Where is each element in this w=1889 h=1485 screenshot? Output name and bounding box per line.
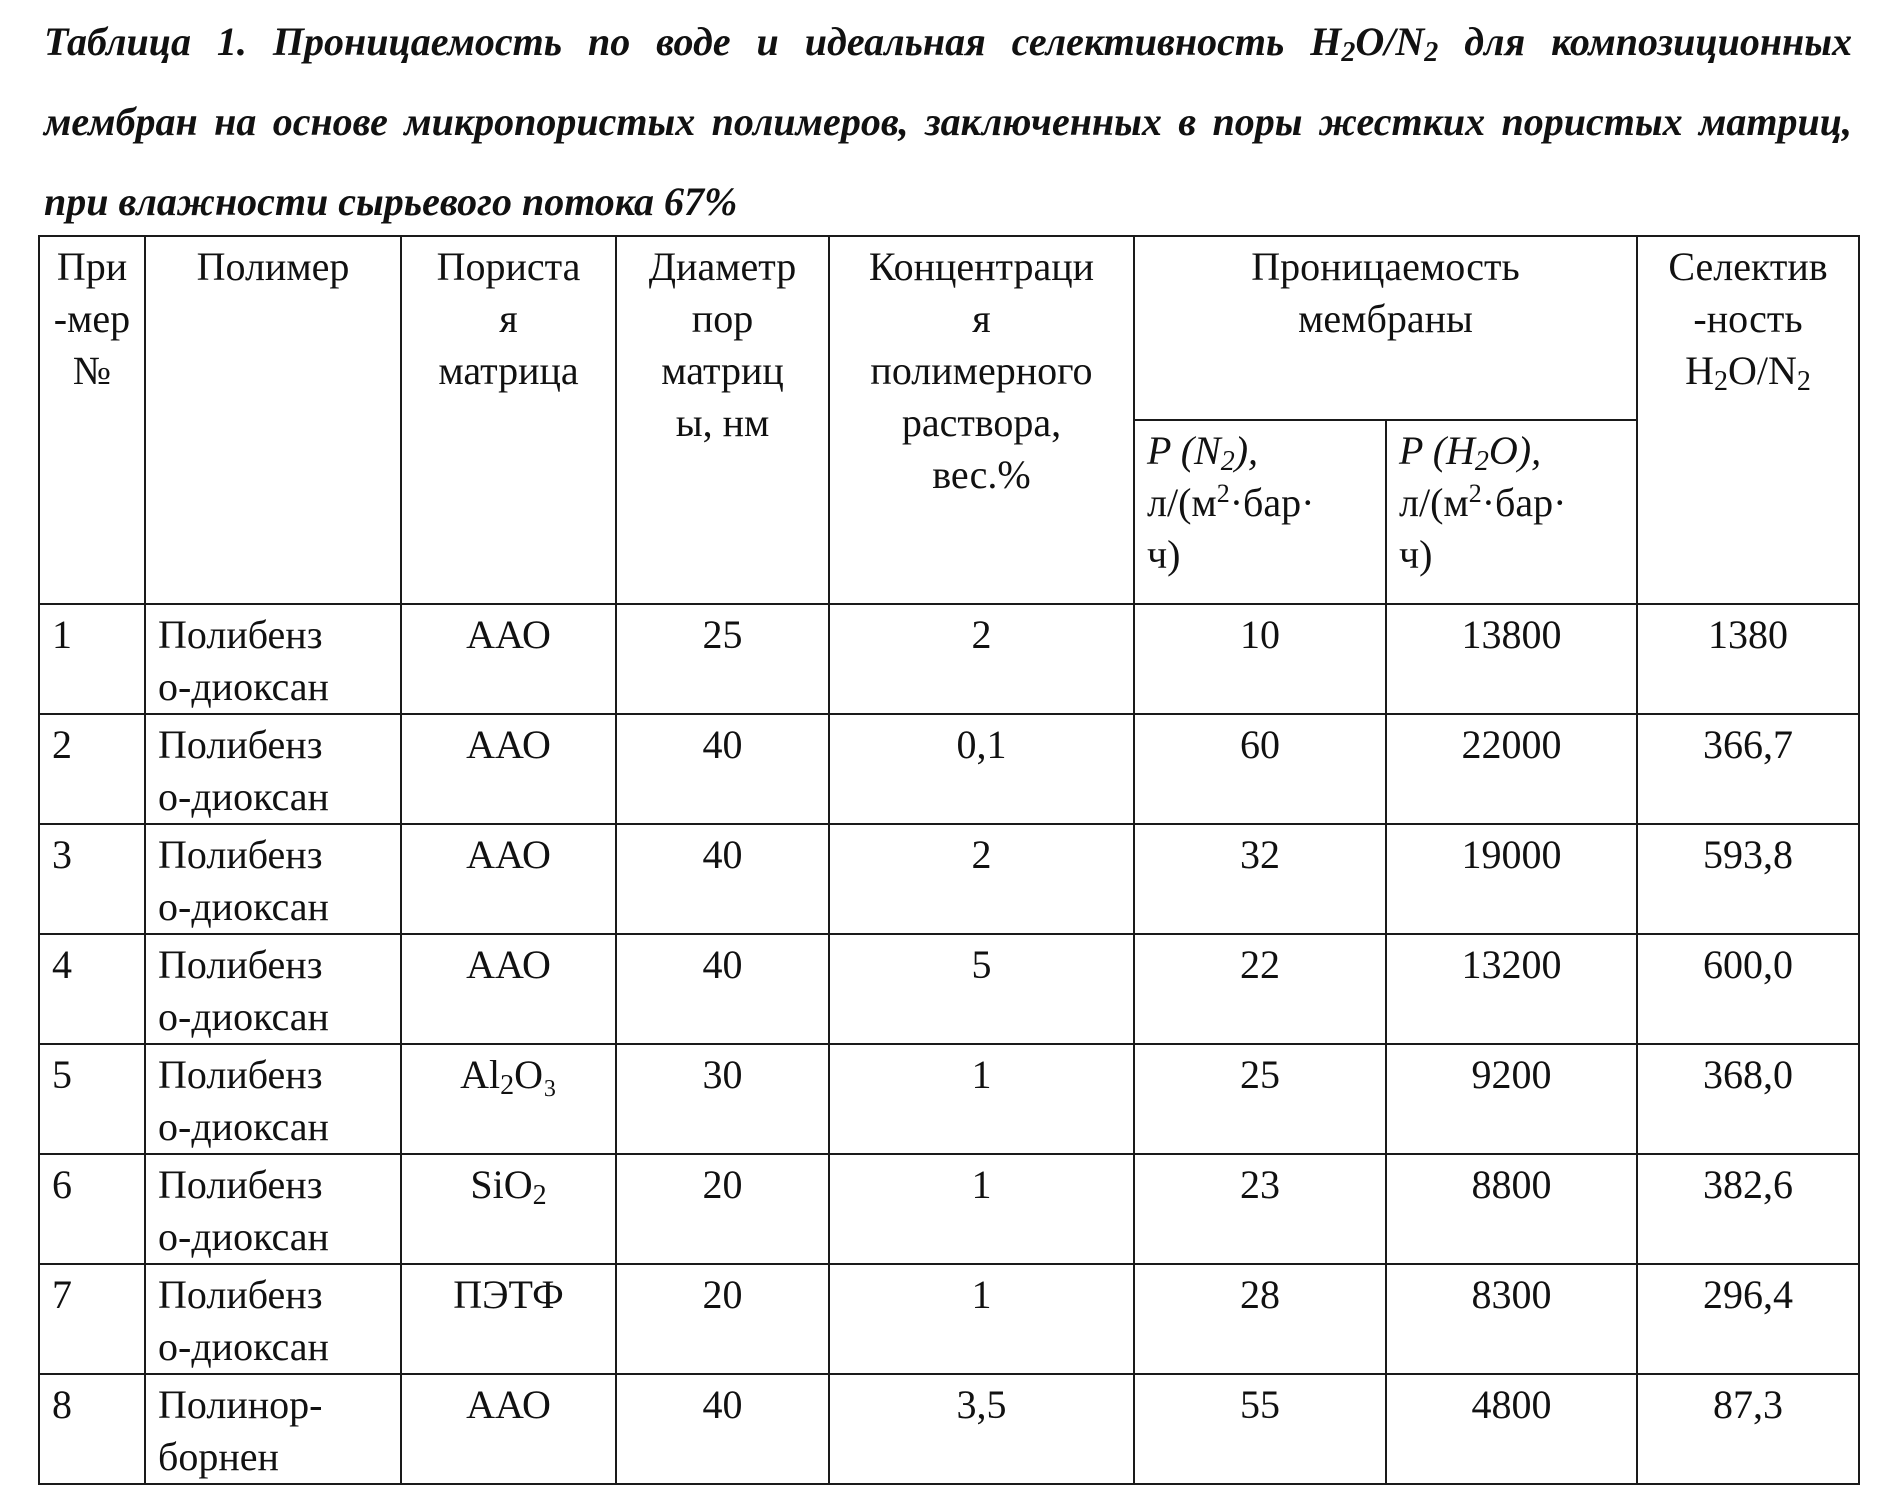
table-row (39, 1154, 1859, 1264)
table-row (39, 824, 1859, 934)
cell-concentration: 1 (829, 1264, 1134, 1374)
cell-matrix: ААО (401, 934, 616, 1044)
cell-matrix: ААО (401, 714, 616, 824)
cell-matrix: ПЭТФ (401, 1264, 616, 1374)
table-row (39, 1374, 1859, 1484)
cell-p-h2o: 13800 (1386, 604, 1637, 714)
cell-selectivity: 296,4 (1637, 1264, 1859, 1374)
cell-diameter: 20 (616, 1154, 829, 1264)
cell-p-n2: 28 (1134, 1264, 1386, 1374)
header-pore-diameter: Диаметр пор матриц ы, нм (616, 236, 829, 604)
cell-matrix: ААО (401, 1374, 616, 1484)
cell-p-n2: 60 (1134, 714, 1386, 824)
header-membrane-permeability: Проницаемость мембраны (1134, 236, 1637, 420)
cell-selectivity: 382,6 (1637, 1154, 1859, 1264)
header-polymer: Полимер (145, 236, 401, 604)
cell-selectivity: 1380 (1637, 604, 1859, 714)
table-row (39, 1264, 1859, 1374)
cell-selectivity: 87,3 (1637, 1374, 1859, 1484)
cell-concentration: 0,1 (829, 714, 1134, 824)
cell-matrix: SiO$_2$ (401, 1154, 616, 1264)
cell-selectivity: 600,0 (1637, 934, 1859, 1044)
cell-p-n2: 23 (1134, 1154, 1386, 1264)
cell-diameter: 40 (616, 714, 829, 824)
cell-p-n2: 32 (1134, 824, 1386, 934)
cell-p-n2: 25 (1134, 1044, 1386, 1154)
header-porous-matrix: Пориста я матрица (401, 236, 616, 604)
cell-polymer: Полинор- борнен (145, 1374, 401, 1484)
cell-number: 5 (39, 1044, 145, 1154)
cell-matrix: ААО (401, 604, 616, 714)
cell-diameter: 40 (616, 824, 829, 934)
table-row (39, 934, 1859, 1044)
cell-p-h2o: 8800 (1386, 1154, 1637, 1264)
header-polymer-concentration: Концентраци я полимерного раствора, вес.% (829, 236, 1134, 604)
cell-diameter: 30 (616, 1044, 829, 1154)
cell-number: 8 (39, 1374, 145, 1484)
permeability-table (38, 235, 1860, 1485)
cell-diameter: 25 (616, 604, 829, 714)
cell-number: 2 (39, 714, 145, 824)
cell-concentration: 1 (829, 1044, 1134, 1154)
cell-p-h2o: 4800 (1386, 1374, 1637, 1484)
cell-polymer: Полибенз о-диоксан (145, 1154, 401, 1264)
cell-p-h2o: 8300 (1386, 1264, 1637, 1374)
cell-concentration: 2 (829, 604, 1134, 714)
cell-selectivity: 368,0 (1637, 1044, 1859, 1154)
cell-p-n2: 55 (1134, 1374, 1386, 1484)
cell-number: 3 (39, 824, 145, 934)
header-selectivity: Селектив -ность $H_2O/N_2$ (1637, 236, 1859, 604)
cell-p-h2o: 9200 (1386, 1044, 1637, 1154)
table-row (39, 604, 1859, 714)
cell-polymer: Полибенз о-диоксан (145, 1044, 401, 1154)
cell-p-n2: 22 (1134, 934, 1386, 1044)
cell-number: 1 (39, 604, 145, 714)
cell-p-n2: 10 (1134, 604, 1386, 714)
cell-number: 7 (39, 1264, 145, 1374)
cell-number: 6 (39, 1154, 145, 1264)
cell-polymer: Полибенз о-диоксан (145, 604, 401, 714)
cell-concentration: 2 (829, 824, 1134, 934)
cell-diameter: 40 (616, 934, 829, 1044)
cell-concentration: 5 (829, 934, 1134, 1044)
cell-polymer: Полибенз о-диоксан (145, 934, 401, 1044)
cell-p-h2o: 22000 (1386, 714, 1637, 824)
header-p-h2o: P $(H_2O)$, $л/(м^2\cdot бар\cdot$ ч) (1386, 420, 1637, 604)
cell-diameter: 40 (616, 1374, 829, 1484)
table-row (39, 1044, 1859, 1154)
cell-concentration: 3,5 (829, 1374, 1134, 1484)
cell-selectivity: 366,7 (1637, 714, 1859, 824)
cell-p-h2o: 19000 (1386, 824, 1637, 934)
cell-number: 4 (39, 934, 145, 1044)
cell-concentration: 1 (829, 1154, 1134, 1264)
header-p-n2: P $(N_2)$, $л/(м^2\cdot бар\cdot$ ч) (1134, 420, 1386, 604)
cell-diameter: 20 (616, 1264, 829, 1374)
cell-polymer: Полибенз о-диоксан (145, 714, 401, 824)
table-caption: Таблица 1. Проницаемость по воде и идеальная селективность $H_2O/N_2$ для композиционных мембран на основе микропористых полимеров, заключенных в поры жестких пористых матриц, при влажности сырьевого потока 67% (44, 19, 1852, 224)
cell-polymer: Полибенз о-диоксан (145, 1264, 401, 1374)
cell-p-h2o: 13200 (1386, 934, 1637, 1044)
cell-matrix: $Al_2O_3$ (401, 1044, 616, 1154)
cell-matrix: ААО (401, 824, 616, 934)
cell-polymer: Полибенз о-диоксан (145, 824, 401, 934)
table-row (39, 714, 1859, 824)
header-example-number: При -мер № (39, 236, 145, 604)
cell-selectivity: 593,8 (1637, 824, 1859, 934)
